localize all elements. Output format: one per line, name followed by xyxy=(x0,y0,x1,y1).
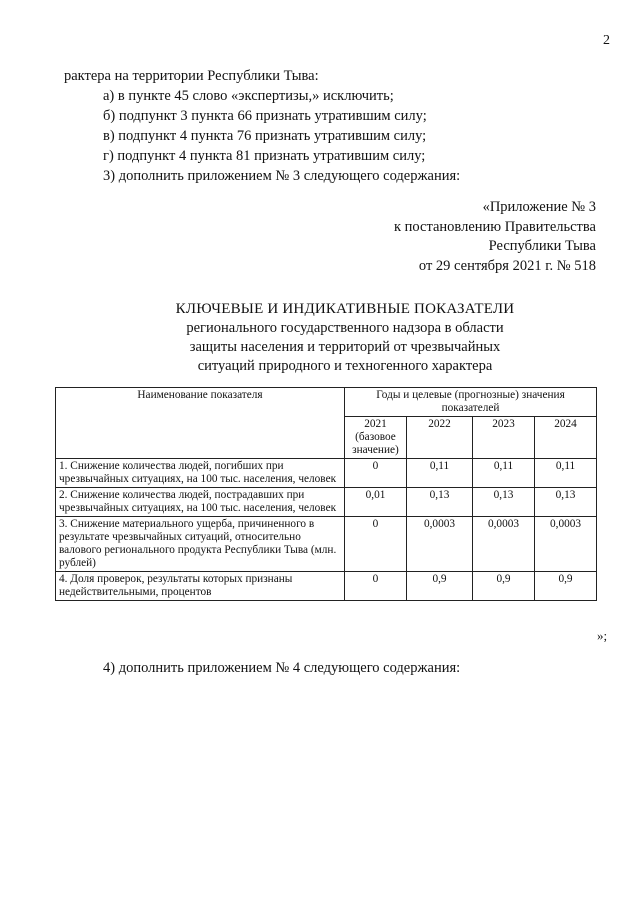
page-number: 2 xyxy=(603,33,610,48)
document-title xyxy=(90,300,600,376)
title-sub-3: ситуаций природного и техногенного характера xyxy=(197,358,493,374)
indicator-value: 0,11 xyxy=(535,459,597,488)
header-years-group: Годы и целевые (прогнозные) значения показателей xyxy=(345,388,597,417)
amendment-list xyxy=(64,66,584,186)
title-main: КЛЮЧЕВЫЕ И ИНДИКАТИВНЫЕ ПОКАЗАТЕЛИ xyxy=(175,301,515,317)
indicator-value: 0 xyxy=(345,459,407,488)
table-row xyxy=(56,572,597,601)
indicator-value: 0,0003 xyxy=(407,517,473,572)
indicator-value: 0,0003 xyxy=(535,517,597,572)
appendix-number: «Приложение № 3 xyxy=(482,199,596,215)
table-row xyxy=(56,517,597,572)
appendix-date: от 29 сентября 2021 г. № 518 xyxy=(418,257,596,274)
appendix-ref: к постановлению Правительства xyxy=(394,218,596,235)
appendix-republic: Республики Тыва xyxy=(488,238,596,254)
indicator-value: 0,9 xyxy=(407,572,473,601)
closing-quote: »; xyxy=(597,628,608,643)
indicators-table xyxy=(55,387,597,601)
indicator-value: 0 xyxy=(345,517,407,572)
appendix-header xyxy=(330,198,596,276)
indicator-value: 0,13 xyxy=(473,488,535,517)
indicator-value: 0 xyxy=(345,572,407,601)
indicator-value: 0,01 xyxy=(345,488,407,517)
amendment-item-3: 3) дополнить приложением № 3 следующего содержания: xyxy=(103,168,461,184)
header-year-2022: 2022 xyxy=(407,417,473,459)
indicator-value: 0,9 xyxy=(473,572,535,601)
indicator-name: 1. Снижение количества людей, погибших при чрезвычайных ситуациях, на 100 тыс. населения, человек xyxy=(56,459,345,488)
amendment-item-a: а) в пункте 45 слово «экспертизы,» исключить; xyxy=(103,88,394,104)
indicator-name: 4. Доля проверок, результаты которых признаны недействительными, процентов xyxy=(56,572,345,601)
table-header-row xyxy=(56,388,597,417)
table-row xyxy=(56,459,597,488)
continuation-line: рактера на территории Республики Тыва: xyxy=(64,68,319,84)
header-year-2024: 2024 xyxy=(535,417,597,459)
indicator-value: 0,13 xyxy=(407,488,473,517)
indicator-value: 0,11 xyxy=(473,459,535,488)
header-year-2021: 2021 (базовое значение) xyxy=(345,417,407,459)
indicator-value: 0,11 xyxy=(407,459,473,488)
indicator-name: 2. Снижение количества людей, пострадавших при чрезвычайных ситуациях, на 100 тыс. населения, человек xyxy=(56,488,345,517)
header-year-2023: 2023 xyxy=(473,417,535,459)
amendment-item-b: б) подпункт 3 пункта 66 признать утратившим силу; xyxy=(103,108,427,124)
indicator-name: 3. Снижение материального ущерба, причиненного в результате чрезвычайных ситуаций, относительно валового регионального продукта Республики Тыва (млн. рублей) xyxy=(56,517,345,572)
amendment-item-4: 4) дополнить приложением № 4 следующего содержания: xyxy=(103,660,461,676)
amendment-item-v: в) подпункт 4 пункта 76 признать утратившим силу; xyxy=(103,128,427,144)
amendment-item-g: г) подпункт 4 пункта 81 признать утратившим силу; xyxy=(103,148,426,164)
table-row xyxy=(56,488,597,517)
indicator-value: 0,13 xyxy=(535,488,597,517)
header-indicator-name: Наименование показателя xyxy=(56,388,345,459)
indicator-value: 0,0003 xyxy=(473,517,535,572)
title-sub-2: защиты населения и территорий от чрезвычайных xyxy=(189,339,501,355)
indicator-value: 0,9 xyxy=(535,572,597,601)
title-sub-1: регионального государственного надзора в области xyxy=(186,320,504,336)
